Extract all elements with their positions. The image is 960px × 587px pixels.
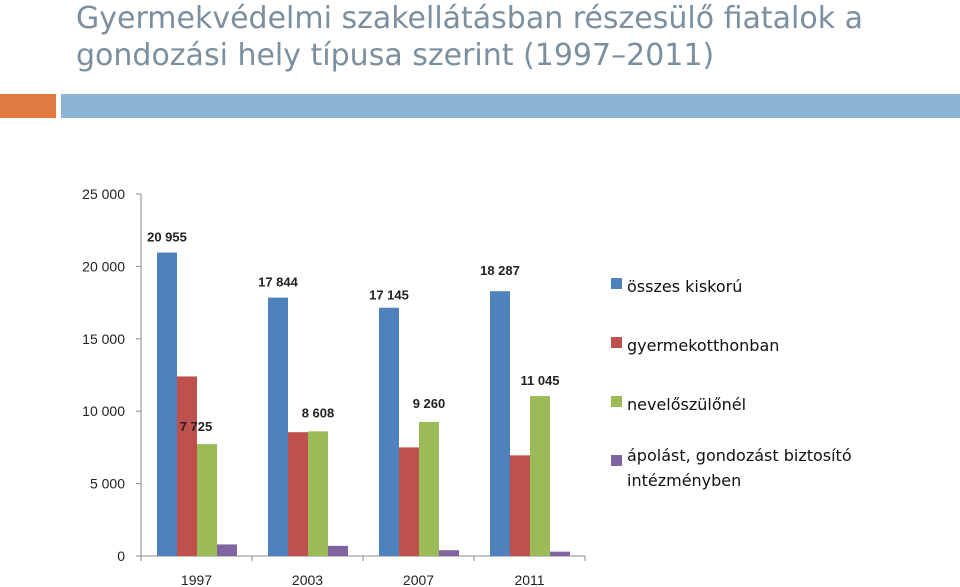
legend-label: összes kiskorú <box>627 277 743 296</box>
bar-2-1997 <box>177 376 197 556</box>
y-tick-label: 10 000 <box>82 403 125 420</box>
data-label: 17 145 <box>369 287 409 303</box>
legend-label: nevelőszülőnél <box>627 395 747 414</box>
bar-4-1997 <box>217 544 237 556</box>
y-tick-label: 25 000 <box>82 186 125 202</box>
data-label: 20 955 <box>147 229 187 245</box>
title-line-2: gondozási hely típusa szerint (1997–2011) <box>76 38 715 73</box>
y-tick-label: 5 000 <box>89 475 125 492</box>
data-label: 7 725 <box>179 419 213 435</box>
x-tick-label: 1997 <box>180 572 213 587</box>
data-label: 18 287 <box>480 263 520 279</box>
legend-swatch-1 <box>611 278 622 289</box>
data-label: 17 844 <box>258 274 298 290</box>
bar-3-1997 <box>197 444 217 556</box>
bar-3-2011 <box>530 396 550 556</box>
data-label: 9 260 <box>412 395 446 411</box>
bar-2-2011 <box>510 455 530 556</box>
bar-2-2007 <box>399 447 419 556</box>
bar-2-2003 <box>288 432 308 556</box>
bar-1-2011 <box>490 291 510 556</box>
bar-1-2003 <box>268 298 288 556</box>
bar-1-1997 <box>157 253 177 556</box>
title-line-1: Gyermekvédelmi szakellátásban részesülő fiatalok a <box>76 1 864 36</box>
legend-swatch-2 <box>611 337 622 348</box>
bar-4-2003 <box>328 546 348 556</box>
legend-label: ápolást, gondozást biztosító <box>627 446 852 465</box>
bar-4-2011 <box>550 552 570 556</box>
x-tick-label: 2003 <box>291 572 324 587</box>
data-label: 8 608 <box>301 405 335 421</box>
bar-1-2007 <box>379 308 399 556</box>
bar-3-2007 <box>419 422 439 556</box>
y-tick-label: 15 000 <box>82 330 125 347</box>
y-tick-label: 20 000 <box>82 258 125 275</box>
x-tick-label: 2011 <box>514 572 545 587</box>
bar-3-2003 <box>308 431 328 556</box>
legend-label: gyermekotthonban <box>627 336 780 355</box>
legend-swatch-3 <box>611 396 622 407</box>
data-label: 11 045 <box>520 373 560 389</box>
bar-4-2007 <box>439 550 459 556</box>
legend-swatch-4 <box>611 455 622 466</box>
y-tick-label: 0 <box>117 548 125 564</box>
x-tick-label: 2007 <box>402 572 435 587</box>
legend-label: intézményben <box>627 471 742 490</box>
